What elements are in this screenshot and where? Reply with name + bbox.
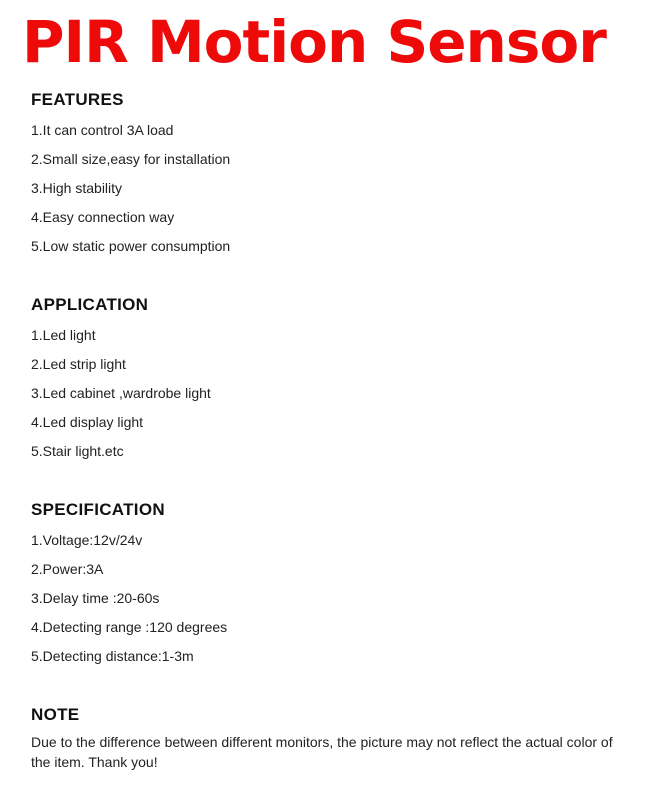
feature-item: 4.Easy connection way	[31, 209, 175, 225]
specification-item: 3.Delay time :20-60s	[31, 590, 160, 606]
note-section	[31, 705, 631, 772]
application-list	[31, 327, 631, 459]
features-section	[31, 90, 631, 254]
feature-item: 5.Low static power consumption	[31, 238, 231, 254]
specification-item: 2.Power:3A	[31, 561, 104, 577]
application-section	[31, 295, 631, 459]
features-heading: FEATURES	[31, 90, 124, 109]
application-item: 5.Stair light.etc	[31, 443, 124, 459]
specification-item: 1.Voltage:12v/24v	[31, 532, 143, 548]
note-text: Due to the difference between different monitors, the picture may not reflect the actual color of the item. Thank you!	[31, 734, 613, 770]
application-item: 4.Led display light	[31, 414, 144, 430]
application-item: 3.Led cabinet ,wardrobe light	[31, 385, 211, 401]
feature-item: 1.It can control 3A load	[31, 122, 174, 138]
specification-heading: SPECIFICATION	[31, 500, 165, 519]
application-item: 1.Led light	[31, 327, 96, 343]
specification-item: 4.Detecting range :120 degrees	[31, 619, 228, 635]
features-list	[31, 122, 631, 254]
feature-item: 2.Small size,easy for installation	[31, 151, 231, 167]
specification-item: 5.Detecting distance:1-3m	[31, 648, 194, 664]
application-item: 2.Led strip light	[31, 356, 126, 372]
application-heading: APPLICATION	[31, 295, 149, 314]
page-title: PIR Motion Sensor	[22, 8, 606, 76]
note-heading: NOTE	[31, 705, 80, 724]
specification-list	[31, 532, 631, 664]
specification-section	[31, 500, 631, 664]
feature-item: 3.High stability	[31, 180, 123, 196]
